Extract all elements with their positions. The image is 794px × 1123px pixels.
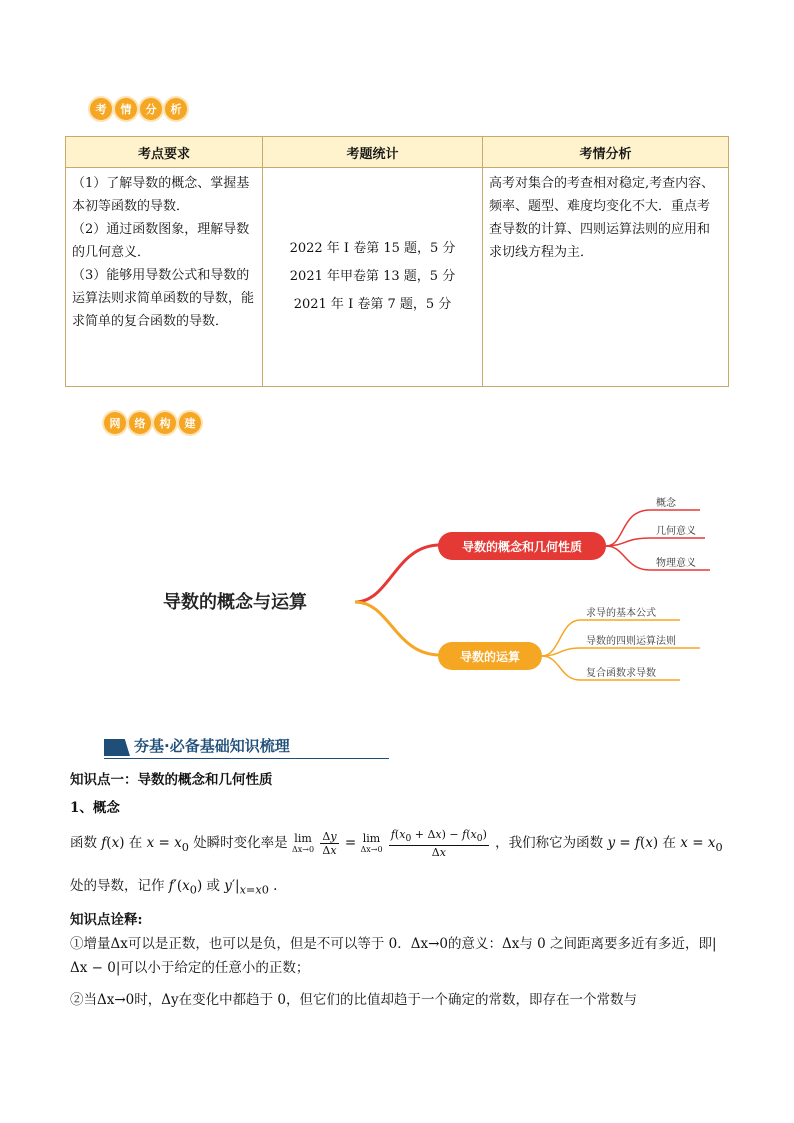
branch2-leaf-arith: 导数的四则运算法则 [586,636,676,647]
limit-symbol: lim Δx→0 [360,831,383,854]
branch2-connector [355,602,440,655]
section-header-bar [104,739,130,756]
def-text: 处的导数，记作 [70,878,165,894]
note-2: ②当Δx→0时，Δy在变化中都趋于 0，但它们的比值却趋于一个确定的常数，即存在一个常数与 [70,992,638,1008]
badge-char: 情 [115,98,137,120]
exam-table [65,136,729,387]
col-analysis: 考情分析 [483,137,729,168]
def-text: 函数 [70,835,97,852]
stats-cell [263,168,483,387]
fraction: $\frac{f(x_0 + \Delta x) - f(x_0)}{\Delta x}$ [390,828,487,860]
requirements-cell [66,168,263,387]
section-header [104,735,389,759]
mind-map [0,470,794,700]
limit-symbol: lim Δx→0 [291,831,315,854]
branch1-leaf-geometric: 几何意义 [656,526,696,537]
badge-char: 分 [140,98,162,120]
badge-char: 构 [154,412,176,434]
def-text: ，我们称它为函数 [495,835,604,852]
knowledge-point-title: 知识点一：导数的概念和几何性质 [70,772,273,788]
fraction: $\frac{\Delta y}{\Delta x}$ [322,830,337,858]
badge-char: 络 [129,412,151,434]
definition-line2: 处的导数，记作 $f'(x_0)$ 或 $y'|_{x=x0}$ . [70,878,278,897]
branch1-leaf-physical: 物理意义 [656,558,696,569]
section-title: 夯基·必备基础知识梳理 [134,737,290,755]
requirement-item: （3）能够用导数公式和导数的运算法则求简单函数的导数，能求简单的复合函数的导数． [72,268,255,329]
badge-char: 建 [179,412,201,434]
explain-head: 知识点诠释: [70,912,143,928]
note-1: ①增量Δx可以是正数，也可以是负，但是不可以等于 0．Δx→0的意义：Δx与 0 之间距离要多近有多近，即|Δx − 0|可以小于给定的任意小的正数； [70,936,717,976]
branch1-label: 导数的概念和几何性质 [461,540,583,554]
branch2-leaf-composite: 复合函数求导数 [586,668,656,679]
subsection-title: 1、概念 [70,800,120,816]
requirement-item: （2）通过函数图象，理解导数的几何意义． [72,222,250,260]
col-requirements: 考点要求 [66,137,263,168]
branch1-leaf-concept: 概念 [656,498,676,509]
definition-line1: 函数 f(x) 在 $x = x_0$ 处瞬时变化率是 lim Δx→0 $\frac{\Delta y}{\Delta x}$ = lim Δx→0 $\frac{f(x_0 + \Delta x) - f(x_0)}{\Delta x}$ ，我们称它为函数 y = f(x) 在 $x = x_0$ [70,828,723,860]
badge-char: 析 [165,98,187,120]
branch1-connector [355,545,440,602]
badge-char: 网 [104,412,126,434]
section-underline [104,758,389,759]
stat-item: 2021 年 I 卷第 7 题，5 分 [293,297,452,312]
network-badge [104,412,201,434]
col-stats: 考题统计 [263,137,483,168]
branch2-leaf-basic: 求导的基本公式 [586,608,656,619]
requirement-item: （1）了解导数的概念、掌握基本初等函数的导数． [72,176,250,214]
stat-item: 2022 年 I 卷第 15 题，5 分 [289,241,456,256]
analysis-cell: 高考对集合的考查相对稳定,考查内容、频率、题型、难度均变化不大．重点考查导数的计算、四则运算法则的应用和求切线方程为主． [483,168,729,387]
stat-item: 2021 年甲卷第 13 题，5 分 [289,269,456,284]
branch2-label: 导数的运算 [459,650,521,664]
mindmap-root: 导数的概念与运算 [163,592,307,613]
def-text: 处瞬时变化率是 [193,835,288,852]
exam-analysis-badge [90,98,187,120]
badge-char: 考 [90,98,112,120]
